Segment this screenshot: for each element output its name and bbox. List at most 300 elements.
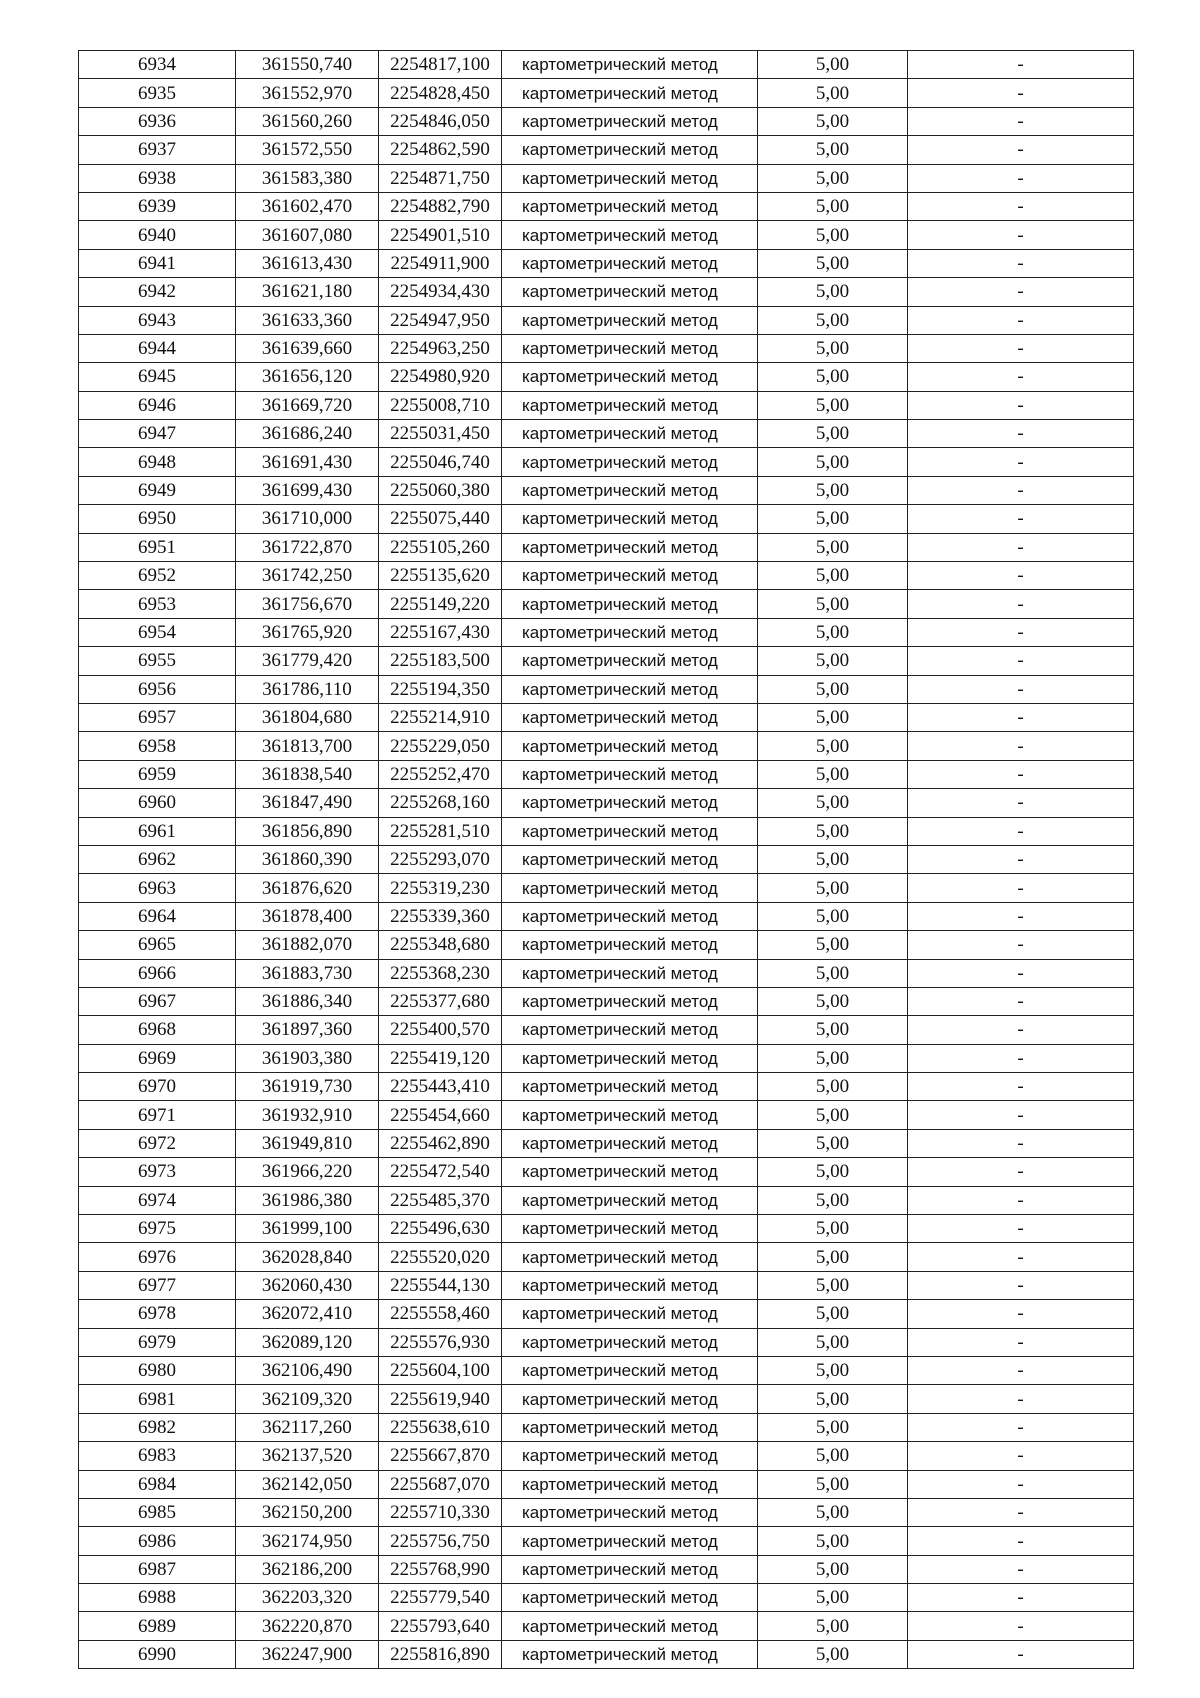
method-cell: картометрический метод <box>502 1584 758 1612</box>
y-coordinate-cell: 2255339,360 <box>379 902 502 930</box>
method-cell: картометрический метод <box>502 1073 758 1101</box>
method-cell: картометрический метод <box>502 1328 758 1356</box>
accuracy-cell: 5,00 <box>758 1186 908 1214</box>
note-cell: - <box>908 476 1134 504</box>
point-number-cell: 6977 <box>79 1271 236 1299</box>
note-cell: - <box>908 1129 1134 1157</box>
method-cell: картометрический метод <box>502 1442 758 1470</box>
point-number-cell: 6960 <box>79 789 236 817</box>
note-cell: - <box>908 1158 1134 1186</box>
table-row <box>79 1186 1134 1214</box>
point-number-cell: 6951 <box>79 533 236 561</box>
note-cell: - <box>908 1498 1134 1526</box>
note-cell: - <box>908 618 1134 646</box>
method-cell: картометрический метод <box>502 1527 758 1555</box>
y-coordinate-cell: 2255400,570 <box>379 1016 502 1044</box>
accuracy-cell: 5,00 <box>758 192 908 220</box>
accuracy-cell: 5,00 <box>758 164 908 192</box>
note-cell: - <box>908 1271 1134 1299</box>
y-coordinate-cell: 2254828,450 <box>379 79 502 107</box>
x-coordinate-cell: 361856,890 <box>236 817 379 845</box>
method-cell: картометрический метод <box>502 1186 758 1214</box>
accuracy-cell: 5,00 <box>758 1640 908 1668</box>
table-row <box>79 1300 1134 1328</box>
method-cell: картометрический метод <box>502 1612 758 1640</box>
table-row <box>79 931 1134 959</box>
method-cell: картометрический метод <box>502 136 758 164</box>
x-coordinate-cell: 361813,700 <box>236 732 379 760</box>
point-number-cell: 6987 <box>79 1555 236 1583</box>
table-row <box>79 789 1134 817</box>
y-coordinate-cell: 2255060,380 <box>379 476 502 504</box>
x-coordinate-cell: 362174,950 <box>236 1527 379 1555</box>
note-cell: - <box>908 79 1134 107</box>
table-row <box>79 845 1134 873</box>
x-coordinate-cell: 361656,120 <box>236 363 379 391</box>
method-cell: картометрический метод <box>502 221 758 249</box>
accuracy-cell: 5,00 <box>758 448 908 476</box>
table-row <box>79 391 1134 419</box>
y-coordinate-cell: 2255419,120 <box>379 1044 502 1072</box>
accuracy-cell: 5,00 <box>758 902 908 930</box>
table-row <box>79 618 1134 646</box>
y-coordinate-cell: 2255031,450 <box>379 420 502 448</box>
x-coordinate-cell: 361633,360 <box>236 306 379 334</box>
point-number-cell: 6937 <box>79 136 236 164</box>
table-row <box>79 1328 1134 1356</box>
point-number-cell: 6988 <box>79 1584 236 1612</box>
table-row <box>79 1129 1134 1157</box>
y-coordinate-cell: 2255214,910 <box>379 703 502 731</box>
method-cell: картометрический метод <box>502 1158 758 1186</box>
accuracy-cell: 5,00 <box>758 732 908 760</box>
y-coordinate-cell: 2255756,750 <box>379 1527 502 1555</box>
point-number-cell: 6983 <box>79 1442 236 1470</box>
table-row <box>79 760 1134 788</box>
table-row <box>79 505 1134 533</box>
note-cell: - <box>908 1385 1134 1413</box>
point-number-cell: 6966 <box>79 959 236 987</box>
accuracy-cell: 5,00 <box>758 420 908 448</box>
x-coordinate-cell: 361883,730 <box>236 959 379 987</box>
accuracy-cell: 5,00 <box>758 562 908 590</box>
y-coordinate-cell: 2254882,790 <box>379 192 502 220</box>
method-cell: картометрический метод <box>502 107 758 135</box>
table-row <box>79 1413 1134 1441</box>
note-cell: - <box>908 1016 1134 1044</box>
y-coordinate-cell: 2255816,890 <box>379 1640 502 1668</box>
table-row <box>79 1385 1134 1413</box>
x-coordinate-cell: 362220,870 <box>236 1612 379 1640</box>
x-coordinate-cell: 362060,430 <box>236 1271 379 1299</box>
accuracy-cell: 5,00 <box>758 334 908 362</box>
method-cell: картометрический метод <box>502 618 758 646</box>
y-coordinate-cell: 2255604,100 <box>379 1356 502 1384</box>
accuracy-cell: 5,00 <box>758 505 908 533</box>
method-cell: картометрический метод <box>502 249 758 277</box>
note-cell: - <box>908 817 1134 845</box>
method-cell: картометрический метод <box>502 448 758 476</box>
note-cell: - <box>908 136 1134 164</box>
y-coordinate-cell: 2255319,230 <box>379 874 502 902</box>
y-coordinate-cell: 2254871,750 <box>379 164 502 192</box>
accuracy-cell: 5,00 <box>758 987 908 1015</box>
accuracy-cell: 5,00 <box>758 959 908 987</box>
point-number-cell: 6950 <box>79 505 236 533</box>
accuracy-cell: 5,00 <box>758 1385 908 1413</box>
table-row <box>79 1158 1134 1186</box>
table-row <box>79 817 1134 845</box>
x-coordinate-cell: 361607,080 <box>236 221 379 249</box>
x-coordinate-cell: 362106,490 <box>236 1356 379 1384</box>
accuracy-cell: 5,00 <box>758 931 908 959</box>
point-number-cell: 6938 <box>79 164 236 192</box>
table-row <box>79 249 1134 277</box>
accuracy-cell: 5,00 <box>758 51 908 79</box>
method-cell: картометрический метод <box>502 959 758 987</box>
point-number-cell: 6954 <box>79 618 236 646</box>
table-row <box>79 420 1134 448</box>
method-cell: картометрический метод <box>502 760 758 788</box>
x-coordinate-cell: 361742,250 <box>236 562 379 590</box>
method-cell: картометрический метод <box>502 732 758 760</box>
accuracy-cell: 5,00 <box>758 136 908 164</box>
table-row <box>79 164 1134 192</box>
accuracy-cell: 5,00 <box>758 363 908 391</box>
table-row <box>79 448 1134 476</box>
method-cell: картометрический метод <box>502 1129 758 1157</box>
method-cell: картометрический метод <box>502 278 758 306</box>
coordinates-table <box>78 50 1134 1669</box>
x-coordinate-cell: 362089,120 <box>236 1328 379 1356</box>
table-row <box>79 192 1134 220</box>
point-number-cell: 6986 <box>79 1527 236 1555</box>
y-coordinate-cell: 2255268,160 <box>379 789 502 817</box>
point-number-cell: 6944 <box>79 334 236 362</box>
point-number-cell: 6982 <box>79 1413 236 1441</box>
method-cell: картометрический метод <box>502 845 758 873</box>
note-cell: - <box>908 732 1134 760</box>
note-cell: - <box>908 1584 1134 1612</box>
x-coordinate-cell: 361669,720 <box>236 391 379 419</box>
y-coordinate-cell: 2255638,610 <box>379 1413 502 1441</box>
accuracy-cell: 5,00 <box>758 1470 908 1498</box>
point-number-cell: 6990 <box>79 1640 236 1668</box>
note-cell: - <box>908 306 1134 334</box>
x-coordinate-cell: 361847,490 <box>236 789 379 817</box>
method-cell: картометрический метод <box>502 334 758 362</box>
note-cell: - <box>908 278 1134 306</box>
y-coordinate-cell: 2255348,680 <box>379 931 502 959</box>
method-cell: картометрический метод <box>502 1640 758 1668</box>
table-row <box>79 1640 1134 1668</box>
y-coordinate-cell: 2255008,710 <box>379 391 502 419</box>
method-cell: картометрический метод <box>502 1413 758 1441</box>
y-coordinate-cell: 2255793,640 <box>379 1612 502 1640</box>
point-number-cell: 6940 <box>79 221 236 249</box>
y-coordinate-cell: 2255462,890 <box>379 1129 502 1157</box>
x-coordinate-cell: 361949,810 <box>236 1129 379 1157</box>
table-row <box>79 334 1134 362</box>
coordinates-table-body <box>79 51 1134 1669</box>
table-row <box>79 476 1134 504</box>
note-cell: - <box>908 1527 1134 1555</box>
point-number-cell: 6976 <box>79 1243 236 1271</box>
note-cell: - <box>908 590 1134 618</box>
table-row <box>79 221 1134 249</box>
note-cell: - <box>908 987 1134 1015</box>
point-number-cell: 6978 <box>79 1300 236 1328</box>
point-number-cell: 6955 <box>79 647 236 675</box>
method-cell: картометрический метод <box>502 391 758 419</box>
x-coordinate-cell: 361699,430 <box>236 476 379 504</box>
point-number-cell: 6970 <box>79 1073 236 1101</box>
table-row <box>79 1101 1134 1129</box>
note-cell: - <box>908 249 1134 277</box>
accuracy-cell: 5,00 <box>758 590 908 618</box>
point-number-cell: 6949 <box>79 476 236 504</box>
table-row <box>79 1356 1134 1384</box>
point-number-cell: 6939 <box>79 192 236 220</box>
x-coordinate-cell: 361919,730 <box>236 1073 379 1101</box>
note-cell: - <box>908 1413 1134 1441</box>
y-coordinate-cell: 2255667,870 <box>379 1442 502 1470</box>
x-coordinate-cell: 361932,910 <box>236 1101 379 1129</box>
point-number-cell: 6946 <box>79 391 236 419</box>
x-coordinate-cell: 362117,260 <box>236 1413 379 1441</box>
method-cell: картометрический метод <box>502 476 758 504</box>
accuracy-cell: 5,00 <box>758 1101 908 1129</box>
y-coordinate-cell: 2255768,990 <box>379 1555 502 1583</box>
x-coordinate-cell: 361886,340 <box>236 987 379 1015</box>
x-coordinate-cell: 361621,180 <box>236 278 379 306</box>
table-row <box>79 647 1134 675</box>
point-number-cell: 6972 <box>79 1129 236 1157</box>
method-cell: картометрический метод <box>502 1016 758 1044</box>
point-number-cell: 6973 <box>79 1158 236 1186</box>
y-coordinate-cell: 2255485,370 <box>379 1186 502 1214</box>
point-number-cell: 6964 <box>79 902 236 930</box>
accuracy-cell: 5,00 <box>758 1527 908 1555</box>
table-row <box>79 675 1134 703</box>
accuracy-cell: 5,00 <box>758 845 908 873</box>
method-cell: картометрический метод <box>502 1271 758 1299</box>
accuracy-cell: 5,00 <box>758 249 908 277</box>
point-number-cell: 6945 <box>79 363 236 391</box>
table-row <box>79 1498 1134 1526</box>
x-coordinate-cell: 361779,420 <box>236 647 379 675</box>
method-cell: картометрический метод <box>502 902 758 930</box>
y-coordinate-cell: 2255443,410 <box>379 1073 502 1101</box>
accuracy-cell: 5,00 <box>758 1356 908 1384</box>
y-coordinate-cell: 2254980,920 <box>379 363 502 391</box>
accuracy-cell: 5,00 <box>758 618 908 646</box>
x-coordinate-cell: 362247,900 <box>236 1640 379 1668</box>
document-page <box>78 50 1133 1669</box>
table-row <box>79 107 1134 135</box>
y-coordinate-cell: 2254817,100 <box>379 51 502 79</box>
x-coordinate-cell: 361878,400 <box>236 902 379 930</box>
accuracy-cell: 5,00 <box>758 647 908 675</box>
table-row <box>79 1243 1134 1271</box>
point-number-cell: 6962 <box>79 845 236 873</box>
table-row <box>79 51 1134 79</box>
y-coordinate-cell: 2254911,900 <box>379 249 502 277</box>
method-cell: картометрический метод <box>502 192 758 220</box>
x-coordinate-cell: 361999,100 <box>236 1215 379 1243</box>
x-coordinate-cell: 361966,220 <box>236 1158 379 1186</box>
y-coordinate-cell: 2255496,630 <box>379 1215 502 1243</box>
point-number-cell: 6965 <box>79 931 236 959</box>
x-coordinate-cell: 361613,430 <box>236 249 379 277</box>
table-row <box>79 590 1134 618</box>
note-cell: - <box>908 1640 1134 1668</box>
point-number-cell: 6943 <box>79 306 236 334</box>
point-number-cell: 6975 <box>79 1215 236 1243</box>
note-cell: - <box>908 107 1134 135</box>
table-row <box>79 79 1134 107</box>
note-cell: - <box>908 931 1134 959</box>
note-cell: - <box>908 1470 1134 1498</box>
note-cell: - <box>908 505 1134 533</box>
accuracy-cell: 5,00 <box>758 703 908 731</box>
point-number-cell: 6958 <box>79 732 236 760</box>
y-coordinate-cell: 2255149,220 <box>379 590 502 618</box>
table-row <box>79 1555 1134 1583</box>
note-cell: - <box>908 647 1134 675</box>
x-coordinate-cell: 362186,200 <box>236 1555 379 1583</box>
accuracy-cell: 5,00 <box>758 1442 908 1470</box>
x-coordinate-cell: 361722,870 <box>236 533 379 561</box>
x-coordinate-cell: 361786,110 <box>236 675 379 703</box>
y-coordinate-cell: 2255167,430 <box>379 618 502 646</box>
accuracy-cell: 5,00 <box>758 675 908 703</box>
point-number-cell: 6956 <box>79 675 236 703</box>
point-number-cell: 6947 <box>79 420 236 448</box>
method-cell: картометрический метод <box>502 306 758 334</box>
accuracy-cell: 5,00 <box>758 391 908 419</box>
accuracy-cell: 5,00 <box>758 1016 908 1044</box>
x-coordinate-cell: 361804,680 <box>236 703 379 731</box>
y-coordinate-cell: 2254934,430 <box>379 278 502 306</box>
y-coordinate-cell: 2255377,680 <box>379 987 502 1015</box>
note-cell: - <box>908 1328 1134 1356</box>
note-cell: - <box>908 192 1134 220</box>
x-coordinate-cell: 361560,260 <box>236 107 379 135</box>
y-coordinate-cell: 2254862,590 <box>379 136 502 164</box>
accuracy-cell: 5,00 <box>758 278 908 306</box>
note-cell: - <box>908 675 1134 703</box>
note-cell: - <box>908 1243 1134 1271</box>
y-coordinate-cell: 2255183,500 <box>379 647 502 675</box>
y-coordinate-cell: 2255046,740 <box>379 448 502 476</box>
point-number-cell: 6942 <box>79 278 236 306</box>
point-number-cell: 6979 <box>79 1328 236 1356</box>
accuracy-cell: 5,00 <box>758 1612 908 1640</box>
method-cell: картометрический метод <box>502 1044 758 1072</box>
point-number-cell: 6936 <box>79 107 236 135</box>
accuracy-cell: 5,00 <box>758 1271 908 1299</box>
table-row <box>79 732 1134 760</box>
point-number-cell: 6974 <box>79 1186 236 1214</box>
point-number-cell: 6984 <box>79 1470 236 1498</box>
x-coordinate-cell: 362142,050 <box>236 1470 379 1498</box>
accuracy-cell: 5,00 <box>758 789 908 817</box>
accuracy-cell: 5,00 <box>758 760 908 788</box>
method-cell: картометрический метод <box>502 703 758 731</box>
note-cell: - <box>908 533 1134 561</box>
y-coordinate-cell: 2254901,510 <box>379 221 502 249</box>
note-cell: - <box>908 448 1134 476</box>
table-row <box>79 987 1134 1015</box>
y-coordinate-cell: 2254947,950 <box>379 306 502 334</box>
x-coordinate-cell: 361572,550 <box>236 136 379 164</box>
x-coordinate-cell: 361550,740 <box>236 51 379 79</box>
method-cell: картометрический метод <box>502 789 758 817</box>
y-coordinate-cell: 2255687,070 <box>379 1470 502 1498</box>
note-cell: - <box>908 902 1134 930</box>
method-cell: картометрический метод <box>502 1470 758 1498</box>
table-row <box>79 1584 1134 1612</box>
note-cell: - <box>908 703 1134 731</box>
method-cell: картометрический метод <box>502 987 758 1015</box>
point-number-cell: 6985 <box>79 1498 236 1526</box>
y-coordinate-cell: 2255520,020 <box>379 1243 502 1271</box>
accuracy-cell: 5,00 <box>758 107 908 135</box>
accuracy-cell: 5,00 <box>758 476 908 504</box>
method-cell: картометрический метод <box>502 363 758 391</box>
table-row <box>79 703 1134 731</box>
table-row <box>79 1016 1134 1044</box>
method-cell: картометрический метод <box>502 675 758 703</box>
note-cell: - <box>908 363 1134 391</box>
x-coordinate-cell: 361876,620 <box>236 874 379 902</box>
point-number-cell: 6952 <box>79 562 236 590</box>
point-number-cell: 6963 <box>79 874 236 902</box>
y-coordinate-cell: 2255576,930 <box>379 1328 502 1356</box>
x-coordinate-cell: 362028,840 <box>236 1243 379 1271</box>
note-cell: - <box>908 420 1134 448</box>
accuracy-cell: 5,00 <box>758 1044 908 1072</box>
point-number-cell: 6941 <box>79 249 236 277</box>
method-cell: картометрический метод <box>502 1385 758 1413</box>
x-coordinate-cell: 362150,200 <box>236 1498 379 1526</box>
note-cell: - <box>908 760 1134 788</box>
accuracy-cell: 5,00 <box>758 533 908 561</box>
point-number-cell: 6934 <box>79 51 236 79</box>
y-coordinate-cell: 2255544,130 <box>379 1271 502 1299</box>
method-cell: картометрический метод <box>502 1356 758 1384</box>
table-row <box>79 533 1134 561</box>
x-coordinate-cell: 361897,360 <box>236 1016 379 1044</box>
table-row <box>79 562 1134 590</box>
accuracy-cell: 5,00 <box>758 874 908 902</box>
accuracy-cell: 5,00 <box>758 1243 908 1271</box>
y-coordinate-cell: 2255194,350 <box>379 675 502 703</box>
note-cell: - <box>908 789 1134 817</box>
note-cell: - <box>908 1044 1134 1072</box>
x-coordinate-cell: 362109,320 <box>236 1385 379 1413</box>
x-coordinate-cell: 361838,540 <box>236 760 379 788</box>
table-row <box>79 136 1134 164</box>
table-row <box>79 902 1134 930</box>
accuracy-cell: 5,00 <box>758 1158 908 1186</box>
y-coordinate-cell: 2255105,260 <box>379 533 502 561</box>
point-number-cell: 6980 <box>79 1356 236 1384</box>
note-cell: - <box>908 391 1134 419</box>
accuracy-cell: 5,00 <box>758 1073 908 1101</box>
note-cell: - <box>908 334 1134 362</box>
